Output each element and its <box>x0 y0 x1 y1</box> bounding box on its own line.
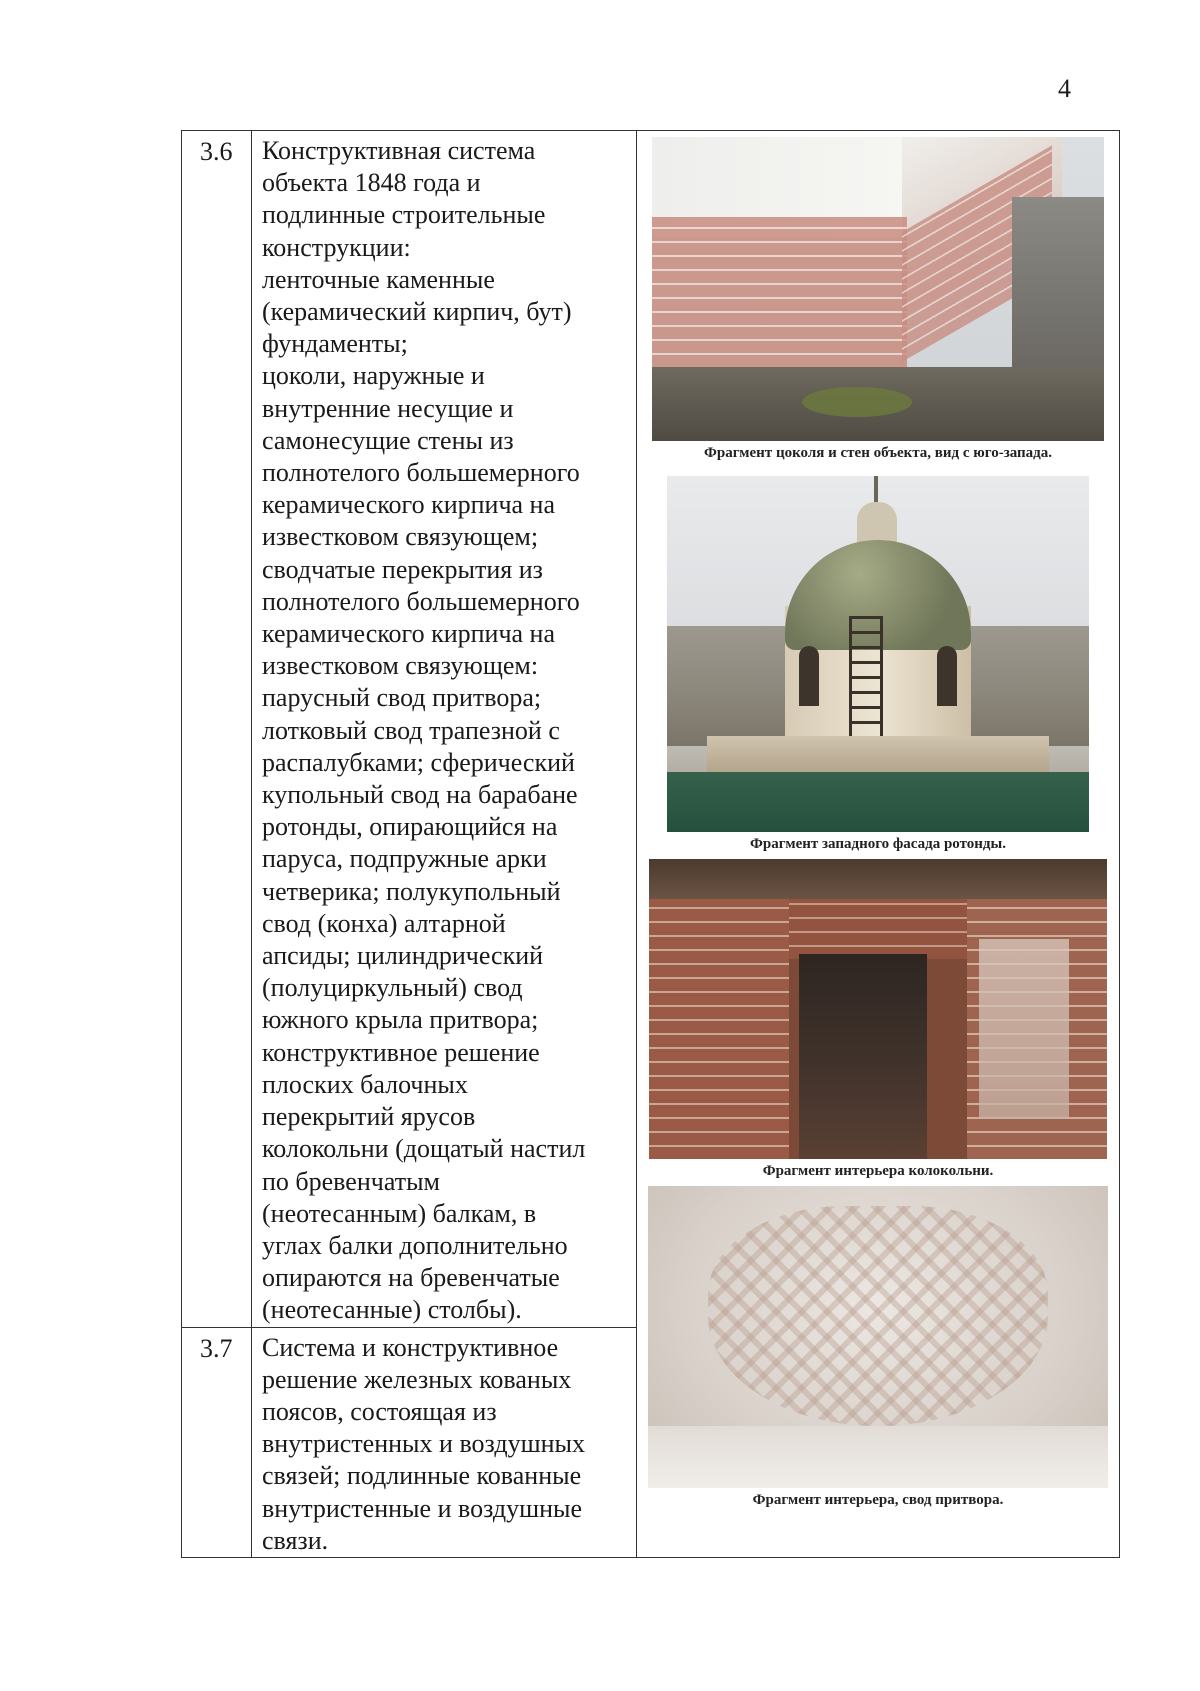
photo-caption: Фрагмент интерьера, свод притвора. <box>752 1492 1004 1508</box>
photo-belltower-interior <box>649 859 1107 1159</box>
table-row <box>182 131 1120 1328</box>
photo-column <box>637 131 1120 1558</box>
row-description: Конструктивная система объекта 1848 года и подлинные строительные конструкции: ленточные каменные (керамический кирпич, бут) фундаменты; цоколи, наружные и внутренние несущие и самонесущие стены из полнотелого большемерного керамического кирпича на известковом связующем; сводчатые перекрытия из полнотелого большемерного керамического кирпича на известковом связующем: парусный свод притвора; лотковый свод трапезной с распалубками; сферический купольный свод на барабане ротонды, опирающийся на паруса, подпружные арки четверика; полукупольный свод (конха) алтарной апсиды; цилиндрический (полуциркульный) свод южного крыла притвора; конструктивное решение плоских балочных перекрытий ярусов колокольни (дощатый настил по бревенчатым (неотесанным) балкам, в углах балки дополнительно опираются на бревенчатые (неотесанные) столбы). <box>252 131 637 1328</box>
photo-plinth-walls <box>652 137 1104 441</box>
photo-caption: Фрагмент западного фасада ротонды. <box>750 836 1006 852</box>
photo-rotunda-facade <box>667 476 1089 832</box>
page-number: 4 <box>1058 74 1071 103</box>
row-description: Система и конструктивное решение железных кованых поясов, состоящая из внутристенных и воздушных связей; подлинные кованные внутристенные и воздушные связи. <box>252 1327 637 1557</box>
row-number: 3.6 <box>182 131 252 1328</box>
photo-vestibule-vault <box>648 1186 1108 1488</box>
specification-table <box>181 130 1120 1558</box>
photo-figure <box>645 137 1111 462</box>
photo-caption: Фрагмент цоколя и стен объекта, вид с юго-запада. <box>703 445 1053 461</box>
photo-caption: Фрагмент интерьера колокольни. <box>762 1163 994 1179</box>
photo-figure <box>645 859 1111 1180</box>
row-number: 3.7 <box>182 1327 252 1557</box>
photo-figure <box>645 1186 1111 1509</box>
photo-figure <box>645 476 1111 853</box>
